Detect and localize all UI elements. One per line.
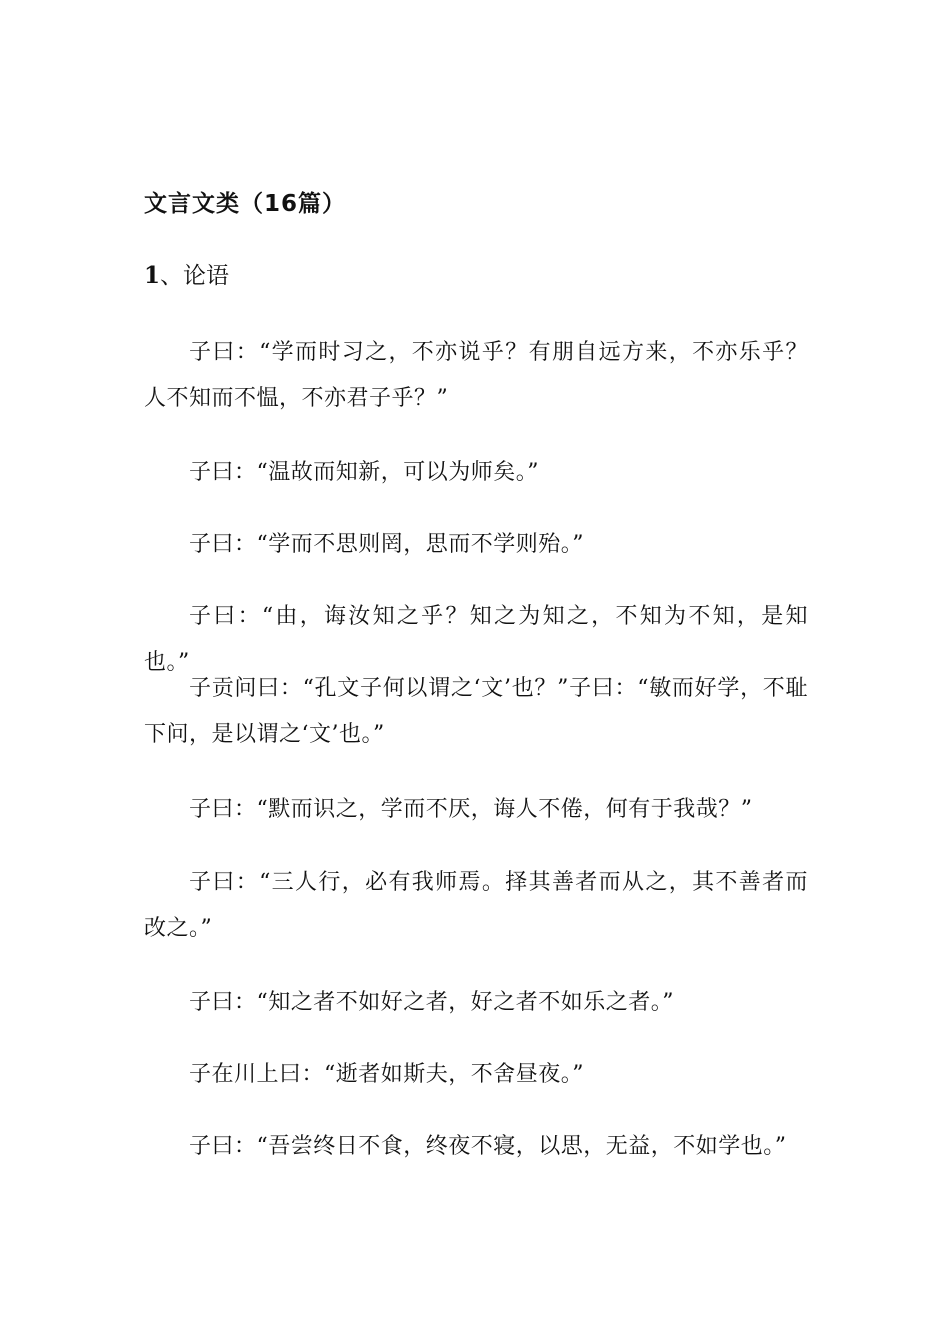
paragraph: 子曰：“默而识之，学而不厌，诲人不倦，何有于我哉？” [189, 797, 753, 822]
section-heading [144, 258, 229, 294]
paragraph: 子曰：“三人行，必有我师焉。择其善者而从之，其不善者而改之。” [144, 870, 808, 941]
document-title: 文言文类（16篇） [144, 191, 347, 217]
paragraph: 子曰：“知之者不如好之者，好之者不如乐之者。” [189, 990, 674, 1015]
paragraph: 子曰：“学而时习之，不亦说乎？有朋自远方来，不亦乐乎？人不知而不愠，不亦君子乎？” [144, 340, 808, 411]
section-separator: 、 [160, 263, 184, 289]
paragraph: 子曰：“由，诲汝知之乎？知之为知之，不知为不知，是知也。” [144, 604, 808, 675]
paragraph: 子曰：“吾尝终日不食，终夜不寝，以思，无益，不如学也。” [189, 1134, 787, 1159]
section-number: 1 [144, 262, 161, 289]
paragraph: 子曰：“学而不思则罔，思而不学则殆。” [189, 532, 584, 557]
paragraph: 子贡问曰：“孔文子何以谓之‘文’也？”子曰：“敏而好学，不耻下问，是以谓之‘文’也。” [144, 676, 808, 747]
section-name: 论语 [183, 263, 230, 289]
paragraph: 子在川上曰：“逝者如斯夫，不舍昼夜。” [189, 1062, 584, 1087]
paragraph: 子曰：“温故而知新，可以为师矣。” [189, 460, 539, 485]
